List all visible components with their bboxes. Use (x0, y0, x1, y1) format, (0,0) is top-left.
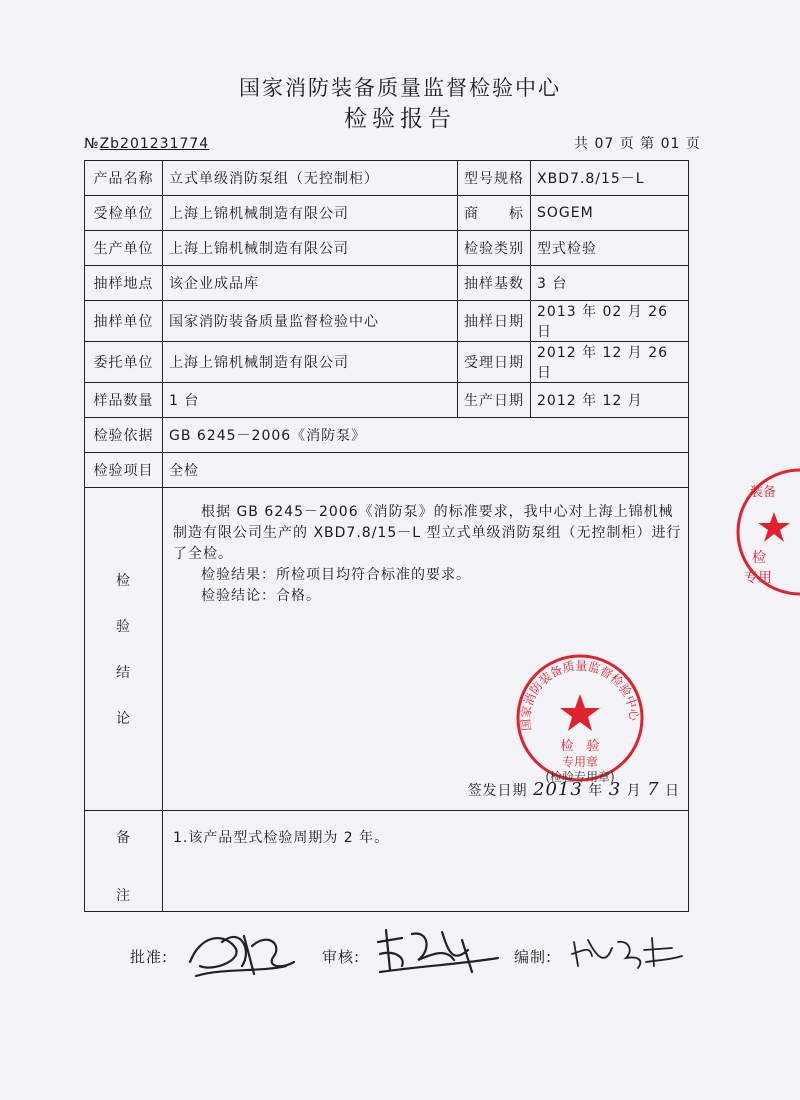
accept-date-label: 受理日期 (458, 342, 531, 383)
partial-seal (728, 462, 800, 602)
product-name-value: 立式单级消防泵组（无控制柜） (163, 161, 458, 196)
sampling-base-value: 3 台 (531, 266, 689, 301)
seal-caption: (检验专用章) (545, 770, 615, 784)
table-row (85, 301, 689, 342)
conclusion-label-char: 验 (116, 619, 131, 635)
approver-signature (182, 922, 302, 982)
remark-label-char: 备 (116, 830, 131, 846)
inspection-type-value: 型式检验 (531, 231, 689, 266)
table-row (85, 453, 689, 488)
conclusion-paragraph: 根据 GB 6245－2006《消防泵》的标准要求，我中心对上海上锦机械制造有限公司生产的 XBD7.8/15－L 型立式单级消防泵组（无控制柜）进行了全检。 (173, 504, 682, 562)
remark-cell (163, 811, 689, 912)
seal-ring-text: 国家消防装备质量监督检验中心 (518, 658, 642, 732)
table-row (85, 342, 689, 383)
page-count: 共 07 页 第 01 页 (574, 136, 701, 152)
table-row (85, 231, 689, 266)
sampling-unit-label: 抽样单位 (85, 301, 163, 342)
conclusion-result: 检验结果：所检项目均符合标准的要求。 (201, 567, 471, 583)
sample-qty-label: 样品数量 (85, 383, 163, 418)
partial-seal-text: 专用 (744, 570, 772, 586)
remark-row (85, 811, 689, 912)
manufacturer-value: 上海上锦机械制造有限公司 (163, 231, 458, 266)
sampling-place-value: 该企业成品库 (163, 266, 458, 301)
basis-value: GB 6245－2006《消防泵》 (163, 418, 689, 453)
accept-date-value: 2012 年 12 月 26 日 (531, 342, 689, 383)
sampling-date-label: 抽样日期 (458, 301, 531, 342)
model-label: 型号规格 (458, 161, 531, 196)
sign-month: 3 (608, 779, 622, 800)
conclusion-label (85, 488, 163, 811)
report-number (84, 136, 209, 152)
inspection-seal (510, 648, 650, 788)
table-row (85, 161, 689, 196)
manufacturer-label: 生产单位 (85, 231, 163, 266)
remark-text: 1.该产品型式检验周期为 2 年。 (173, 830, 390, 846)
seal-center-line1: 检 验 (560, 739, 600, 754)
table-row (85, 196, 689, 231)
inspection-type-label: 检验类别 (458, 231, 531, 266)
table-row (85, 383, 689, 418)
sign-month-unit: 月 (626, 783, 642, 799)
sampling-unit-value: 国家消防装备质量监督检验中心 (163, 301, 458, 342)
compile-label: 编制: (514, 948, 553, 966)
conclusion-label-char: 论 (116, 711, 131, 727)
report-number-prefix: № (84, 136, 100, 152)
items-value: 全检 (163, 453, 689, 488)
inspected-unit-label: 受检单位 (85, 196, 163, 231)
sign-day: 7 (647, 779, 660, 800)
model-value: XBD7.8/15－L (531, 161, 689, 196)
product-name-label: 产品名称 (85, 161, 163, 196)
conclusion-text (173, 502, 683, 607)
compiler-signature (568, 930, 688, 974)
production-date-value: 2012 年 12 月 (531, 383, 689, 418)
conclusion-label-char: 检 (116, 573, 131, 589)
production-date-label: 生产日期 (458, 383, 531, 418)
sign-day-unit: 日 (665, 783, 680, 799)
report-number-value: Zb201231774 (99, 136, 210, 152)
seal-star-icon (560, 694, 600, 731)
sign-year: 2013 (533, 779, 583, 800)
client-value: 上海上锦机械制造有限公司 (163, 342, 458, 383)
partial-seal-text: 装备 (750, 485, 777, 500)
partial-seal-star-icon (758, 512, 790, 542)
inspected-unit-value: 上海上锦机械制造有限公司 (163, 196, 458, 231)
table-row (85, 418, 689, 453)
items-label: 检验项目 (85, 453, 163, 488)
review-label: 审核: (322, 948, 361, 966)
org-title: 国家消防装备质量监督检验中心 (239, 76, 561, 100)
seal-center-line2: 专用章 (561, 755, 599, 769)
remark-label-char: 注 (116, 888, 131, 904)
reviewer-signature (372, 920, 502, 980)
sign-date-label: 签发日期 (467, 783, 528, 799)
partial-seal-text: 检 (752, 550, 766, 566)
report-table (84, 160, 689, 912)
conclusion-label-char: 结 (116, 665, 131, 681)
remark-label (85, 811, 163, 912)
conclusion-verdict: 检验结论：合格。 (201, 588, 321, 604)
sample-qty-value: 1 台 (163, 383, 458, 418)
approve-label: 批准: (130, 948, 169, 966)
brand-label: 商 标 (458, 196, 531, 231)
sign-year-unit: 年 (588, 783, 604, 799)
table-row (85, 266, 689, 301)
client-label: 委托单位 (85, 342, 163, 383)
sampling-place-label: 抽样地点 (85, 266, 163, 301)
sampling-base-label: 抽样基数 (458, 266, 531, 301)
brand-value: SOGEM (531, 196, 689, 231)
sampling-date-value: 2013 年 02 月 26 日 (531, 301, 689, 342)
basis-label: 检验依据 (85, 418, 163, 453)
document-title: 检验报告 (344, 106, 456, 132)
